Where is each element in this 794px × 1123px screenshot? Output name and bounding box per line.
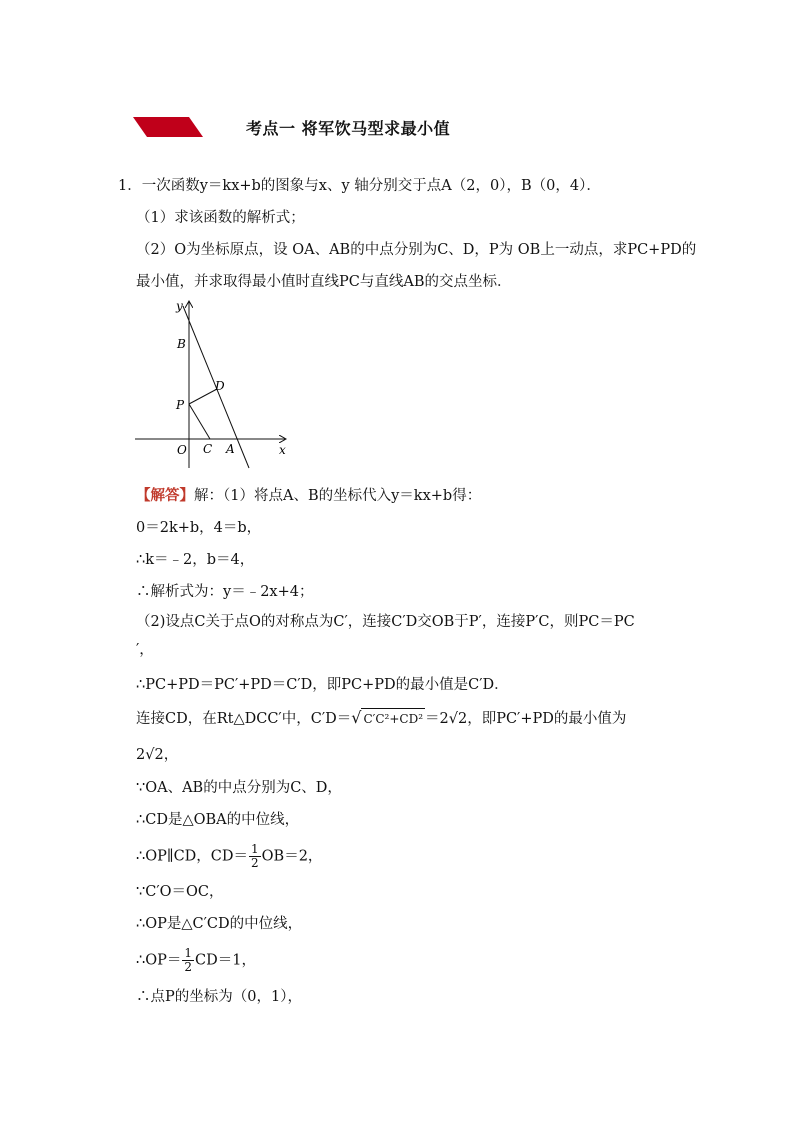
- section-banner-shape: [133, 117, 203, 137]
- segment-pd: [189, 389, 217, 404]
- solution-text-12a: ∴OP∥CD，CD＝: [136, 848, 249, 865]
- solution-line-16: ∴点P的坐标为（0，1），: [136, 989, 302, 1005]
- fraction-half-2: [182, 947, 194, 974]
- solution-text-15b: CD＝1，: [195, 952, 256, 969]
- label-p: P: [176, 398, 185, 412]
- solution-line-9: 2√2，: [136, 747, 179, 763]
- problem-line-3: （2）O为坐标原点，设 OA、AB的中点分别为C、D，P为 OB上一动点，求PC+PD的: [136, 242, 697, 258]
- solution-line-3: ∴k＝﹣2，b＝4，: [136, 552, 255, 568]
- label-a: A: [226, 442, 235, 456]
- solution-line-15: [136, 947, 256, 974]
- label-o: O: [177, 443, 187, 457]
- solution-line-6: ′，: [136, 642, 154, 658]
- label-b: B: [177, 337, 186, 351]
- label-y: y: [176, 299, 183, 313]
- solution-line-7: ∴PC+PD＝PC′+PD＝C′D，即PC+PD的最小值是C′D．: [136, 677, 509, 693]
- fraction-denominator: 2: [251, 856, 259, 870]
- fraction-half-1: [249, 843, 261, 870]
- label-x: x: [279, 443, 286, 457]
- solution-text-15a: ∴OP＝: [136, 952, 182, 969]
- label-d: D: [215, 379, 225, 393]
- solution-line-11: ∴CD是△OBA的中位线，: [136, 812, 300, 828]
- problem-line-4: 最小值，并求取得最小值时直线PC与直线AB的交点坐标．: [136, 274, 512, 290]
- solution-line-8: 连接CD，在Rt△DCC′中，C′D＝√ C′C²+CD² ＝2√2，即PC′+PD的最小值为: [136, 708, 627, 727]
- problem-line-1: 1．一次函数y＝kx+b的图象与x、y 轴分别交于点A（2，0），B（0，4）．: [118, 178, 601, 194]
- sqrt-expression: C′C²+CD²: [361, 708, 425, 729]
- solution-text-8b: ＝2√2，即PC′+PD的最小值为: [425, 711, 627, 727]
- fraction-denominator: 2: [184, 960, 193, 974]
- solution-tag: 【解答】: [136, 488, 194, 504]
- solution-line-5: （2)设点C关于点O的对称点为C′，连接C′D交OB于P′，连接P′C，则PC＝PC: [136, 614, 635, 630]
- fraction-numerator: 1: [184, 946, 193, 960]
- solution-text-8a: 连接CD，在Rt△DCC′中，C′D＝: [136, 711, 352, 727]
- solution-line-12: [136, 843, 322, 870]
- solution-line-10: ∵OA、AB的中点分别为C、D，: [136, 780, 342, 796]
- fraction-numerator: 1: [251, 842, 259, 856]
- coordinate-figure: [130, 296, 300, 471]
- segment-pc: [189, 404, 210, 439]
- solution-line-2: 0＝2k+b，4＝b，: [136, 520, 262, 536]
- solution-line-14: ∴OP是△C′CD的中位线，: [136, 916, 303, 932]
- label-c: C: [203, 442, 213, 456]
- solution-line-13: ∵C′O＝OC，: [136, 884, 224, 900]
- section-title: 考点一 将军饮马型求最小值: [246, 119, 451, 138]
- solution-line-1: [136, 486, 481, 506]
- problem-line-2: （1）求该函数的解析式；: [136, 210, 305, 226]
- solution-text-1: 解：（1）将点A、B的坐标代入y＝kx+b得：: [194, 488, 482, 504]
- solution-line-4: ∴解析式为：y＝﹣2x+4；: [136, 584, 314, 600]
- solution-text-12b: OB＝2，: [261, 848, 323, 865]
